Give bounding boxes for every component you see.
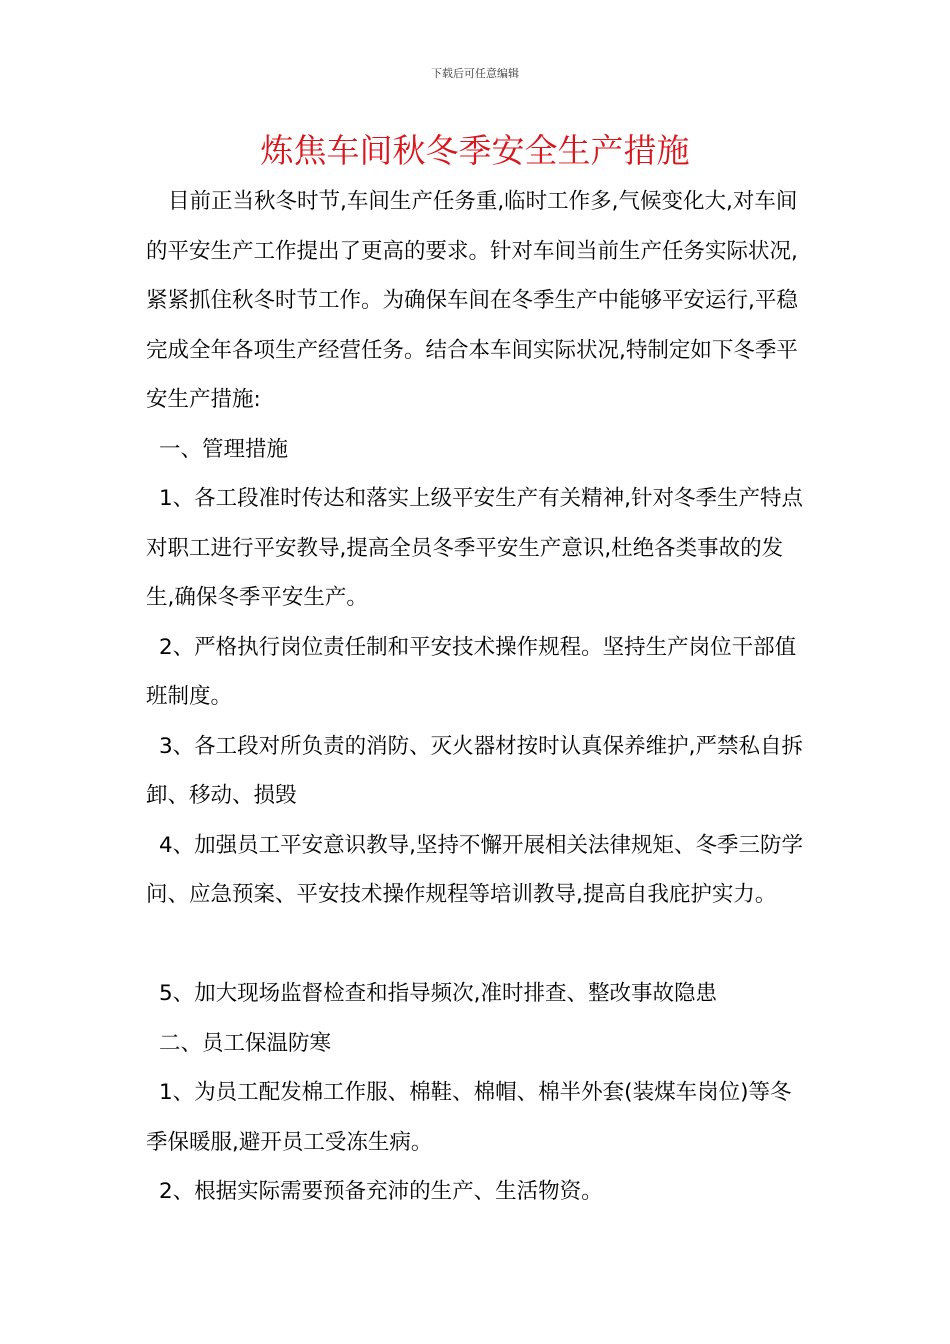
management-item-3: 3、各工段对所负责的消防、灭火器材按时认真保养维护,严禁私自拆卸、移动、损毁 bbox=[146, 733, 804, 808]
header-note: 下载后可任意编辑 bbox=[431, 67, 519, 80]
intro-paragraph: 目前正当秋冬时节,车间生产任务重,临时工作多,气候变化大,对车间的平安生产工作提出了更高的要求。针对车间当前生产任务实际状况,紧紧抓住秋冬时节工作。为确保车间在冬季生产中能够平安运行,平稳完成全年各项生产经营任务。结合本车间实际状况,特制定如下冬季平安生产措施: bbox=[146, 189, 798, 412]
management-item-1: 1、各工段准时传达和落实上级平安生产有关精神,针对冬季生产特点对职工进行平安教导,提高全员冬季平安生产意识,杜绝各类事故的发生,确保冬季平安生产。 bbox=[146, 486, 804, 610]
warmth-item-2: 2、根据实际需要预备充沛的生产、生活物资。 bbox=[159, 1179, 603, 1204]
management-item-5: 5、加大现场监督检查和指导频次,准时排查、整改事故隐患 bbox=[159, 981, 718, 1006]
document-body bbox=[146, 177, 810, 1217]
blank-line bbox=[146, 920, 810, 970]
section-heading-warmth: 二、员工保温防寒 bbox=[159, 1030, 332, 1056]
document-title: 炼焦车间秋冬季安全生产措施 bbox=[260, 131, 690, 170]
management-item-4: 4、加强员工平安意识教导,坚持不懈开展相关法律规矩、冬季三防学问、应急预案、平安技术操作规程等培训教导,提高自我庇护实力。 bbox=[146, 832, 804, 907]
management-item-2: 2、严格执行岗位责任制和平安技术操作规程。坚持生产岗位干部值班制度。 bbox=[146, 634, 797, 709]
warmth-item-1: 1、为员工配发棉工作服、棉鞋、棉帽、棉半外套(装煤车岗位)等冬季保暖服,避开员工受冻生病。 bbox=[146, 1080, 792, 1155]
section-heading-management: 一、管理措施 bbox=[159, 436, 289, 462]
